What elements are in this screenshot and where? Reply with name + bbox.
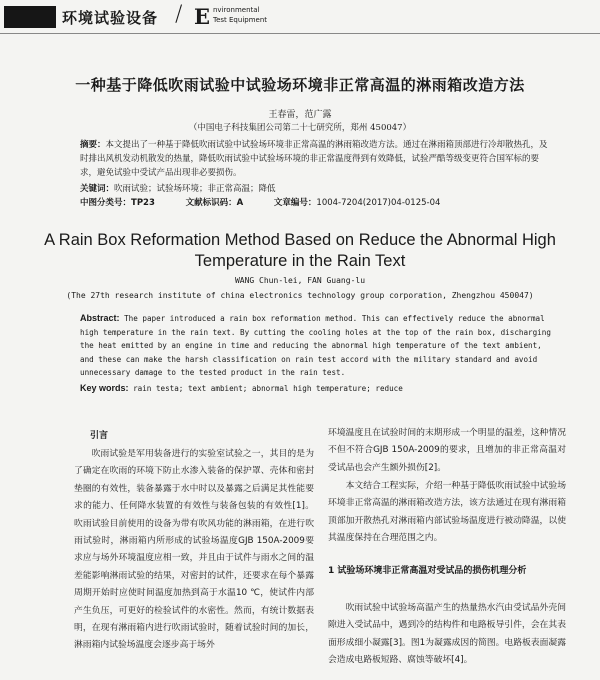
affiliation-cn: （中国电子科技集团公司第二十七研究所，郑州 450047）: [188, 123, 412, 133]
class-number-value: TP23: [131, 198, 155, 208]
affiliation-en: (The 27th research institute of china electronics technology group corporation, Zhengzhou 450047): [66, 291, 534, 300]
paper-title-cn: 一种基于降低吹雨试验中试验场环境非正常高温的淋雨箱改造方法: [75, 76, 525, 94]
keywords-cn-label: 关键词：: [80, 184, 115, 194]
doc-code-value: A: [236, 198, 244, 208]
abstract-en: [80, 312, 558, 380]
abstract-cn-text: 本文提出了一种基于降低吹雨试验中试验场环境非正常高温的淋雨箱改造方法。通过在淋雨箱顶部进行冷却散热孔，及时排出风机发动机散发的热量，降低吹雨试验中试验场环境的非正常温度得到有效降低，试验严酷等级变更符合国军标的要求，避免试验中受试产品出现非必要损伤。: [80, 140, 548, 178]
abstract-en-text: The paper introduced a rain box reformation method. This can effectively reduce the abnormal high temperature in the rain text. By cutting the cooling holes at the top of the rain box, discharging the heat emitted by an engine in time and reducing the abnormal high temperature of the text ambient, and these can make the harsh classification on rain test accord with the military standard and avoid unnecessary damage to the tested product in the rain test.: [80, 314, 551, 377]
journal-name-en-line2: Test Equipment: [213, 16, 268, 24]
keywords-cn: [80, 182, 555, 196]
journal-initial-letter: E: [194, 4, 211, 29]
keywords-en: [80, 383, 558, 393]
header-slash: /: [175, 2, 183, 27]
abstract-cn: [80, 138, 555, 180]
keywords-en-label: Key words:: [80, 383, 129, 393]
class-number-label: 中图分类号：: [80, 198, 132, 208]
section-1-heading: 1 试验场环境非正常高温对受试品的损伤机理分析: [328, 566, 527, 576]
intro-paragraph: 吹雨试验是军用装备进行的实验室试验之一，其目的是为了确定在吹雨的环境下防止水渗入装备的保护罩、壳体和密封垫圈的有效性，装备暴露于水中时以及暴露之后满足其性能要求的能力、任何降水装置的有效性与装备包装的有效性[1]。吹雨试验目前使用的设备为带有吹风功能的淋雨箱，在进行吹雨试验时，淋雨箱内所形成的试验场温度GJB 150A-2009要求应与场外环境温度应相一致，并且由于试件与雨水之间的温差能影响淋雨试验的结果，对密封的试件，还要求在每个暴露周期开始时应使时间温度加热到高于水温10 ℃，使试件内部产生负压，可更好的检验试件的水密性。然而，有统计数据表明，在现有淋雨箱内进行吹雨试验时，随着试验时间的加长，淋雨箱内试验场温度会逐步高于场外: [74, 449, 314, 651]
abstract-cn-label: 摘要：: [80, 140, 106, 150]
article-number-label: 文章编号：: [273, 198, 317, 208]
article-number-value: 1004-7204(2017)04-0125-04: [316, 198, 441, 208]
keywords-cn-text: 吹雨试验；试验场环境；非正常高温；降低: [114, 184, 276, 194]
right-column-paragraph-2: 本文结合工程实际，介绍一种基于降低吹雨试验中试验场环境非正常高温的淋雨箱改造方法，该方法通过在现有淋雨箱顶部加开散热孔对淋雨箱内部试验场温度进行被动降温，以使其温度保持在合理范围之内。: [328, 481, 566, 544]
journal-name-en-line1: nvironmental: [213, 6, 260, 14]
intro-heading: 引言: [90, 431, 109, 441]
doc-code-label: 文献标识码：: [185, 198, 237, 208]
doc-code: [186, 198, 244, 208]
classification-line: [80, 196, 555, 210]
journal-logo-block: [4, 6, 56, 28]
journal-name-cn: 环境试验设备: [62, 9, 159, 27]
keywords-en-text: rain testa; text ambient; abnormal high temperature; reduce: [128, 384, 403, 393]
class-number: [80, 198, 155, 208]
article-number: [274, 198, 469, 208]
right-column-paragraph-1: 环境温度且在试验时间的末期形成一个明显的温差，这种情况不但不符合GJB 150A-2009的要求，且增加的非正常高温对受试品也会产生额外损伤[2]。: [328, 428, 566, 473]
authors-en: WANG Chun-lei, FAN Guang-lu: [234, 276, 366, 285]
paper-title-en: A Rain Box Reformation Method Based on Reduce the Abnormal High Temperature in the Rain Text: [44, 231, 556, 270]
abstract-en-label: Abstract:: [80, 313, 120, 323]
header-divider: [0, 33, 600, 34]
right-column-paragraph-3: 吹雨试验中试验场高温产生的热量热水汽由受试品外壳间隙进入受试品中，遇到冷的结构件和电路板导引件，会在其表面形成细小凝露[3]。图1为凝露成因的简图。电路板表面凝露会造成电路板短路、腐蚀等破坏[4]。: [328, 603, 566, 666]
authors-cn: 王春雷，范广露: [268, 110, 332, 120]
